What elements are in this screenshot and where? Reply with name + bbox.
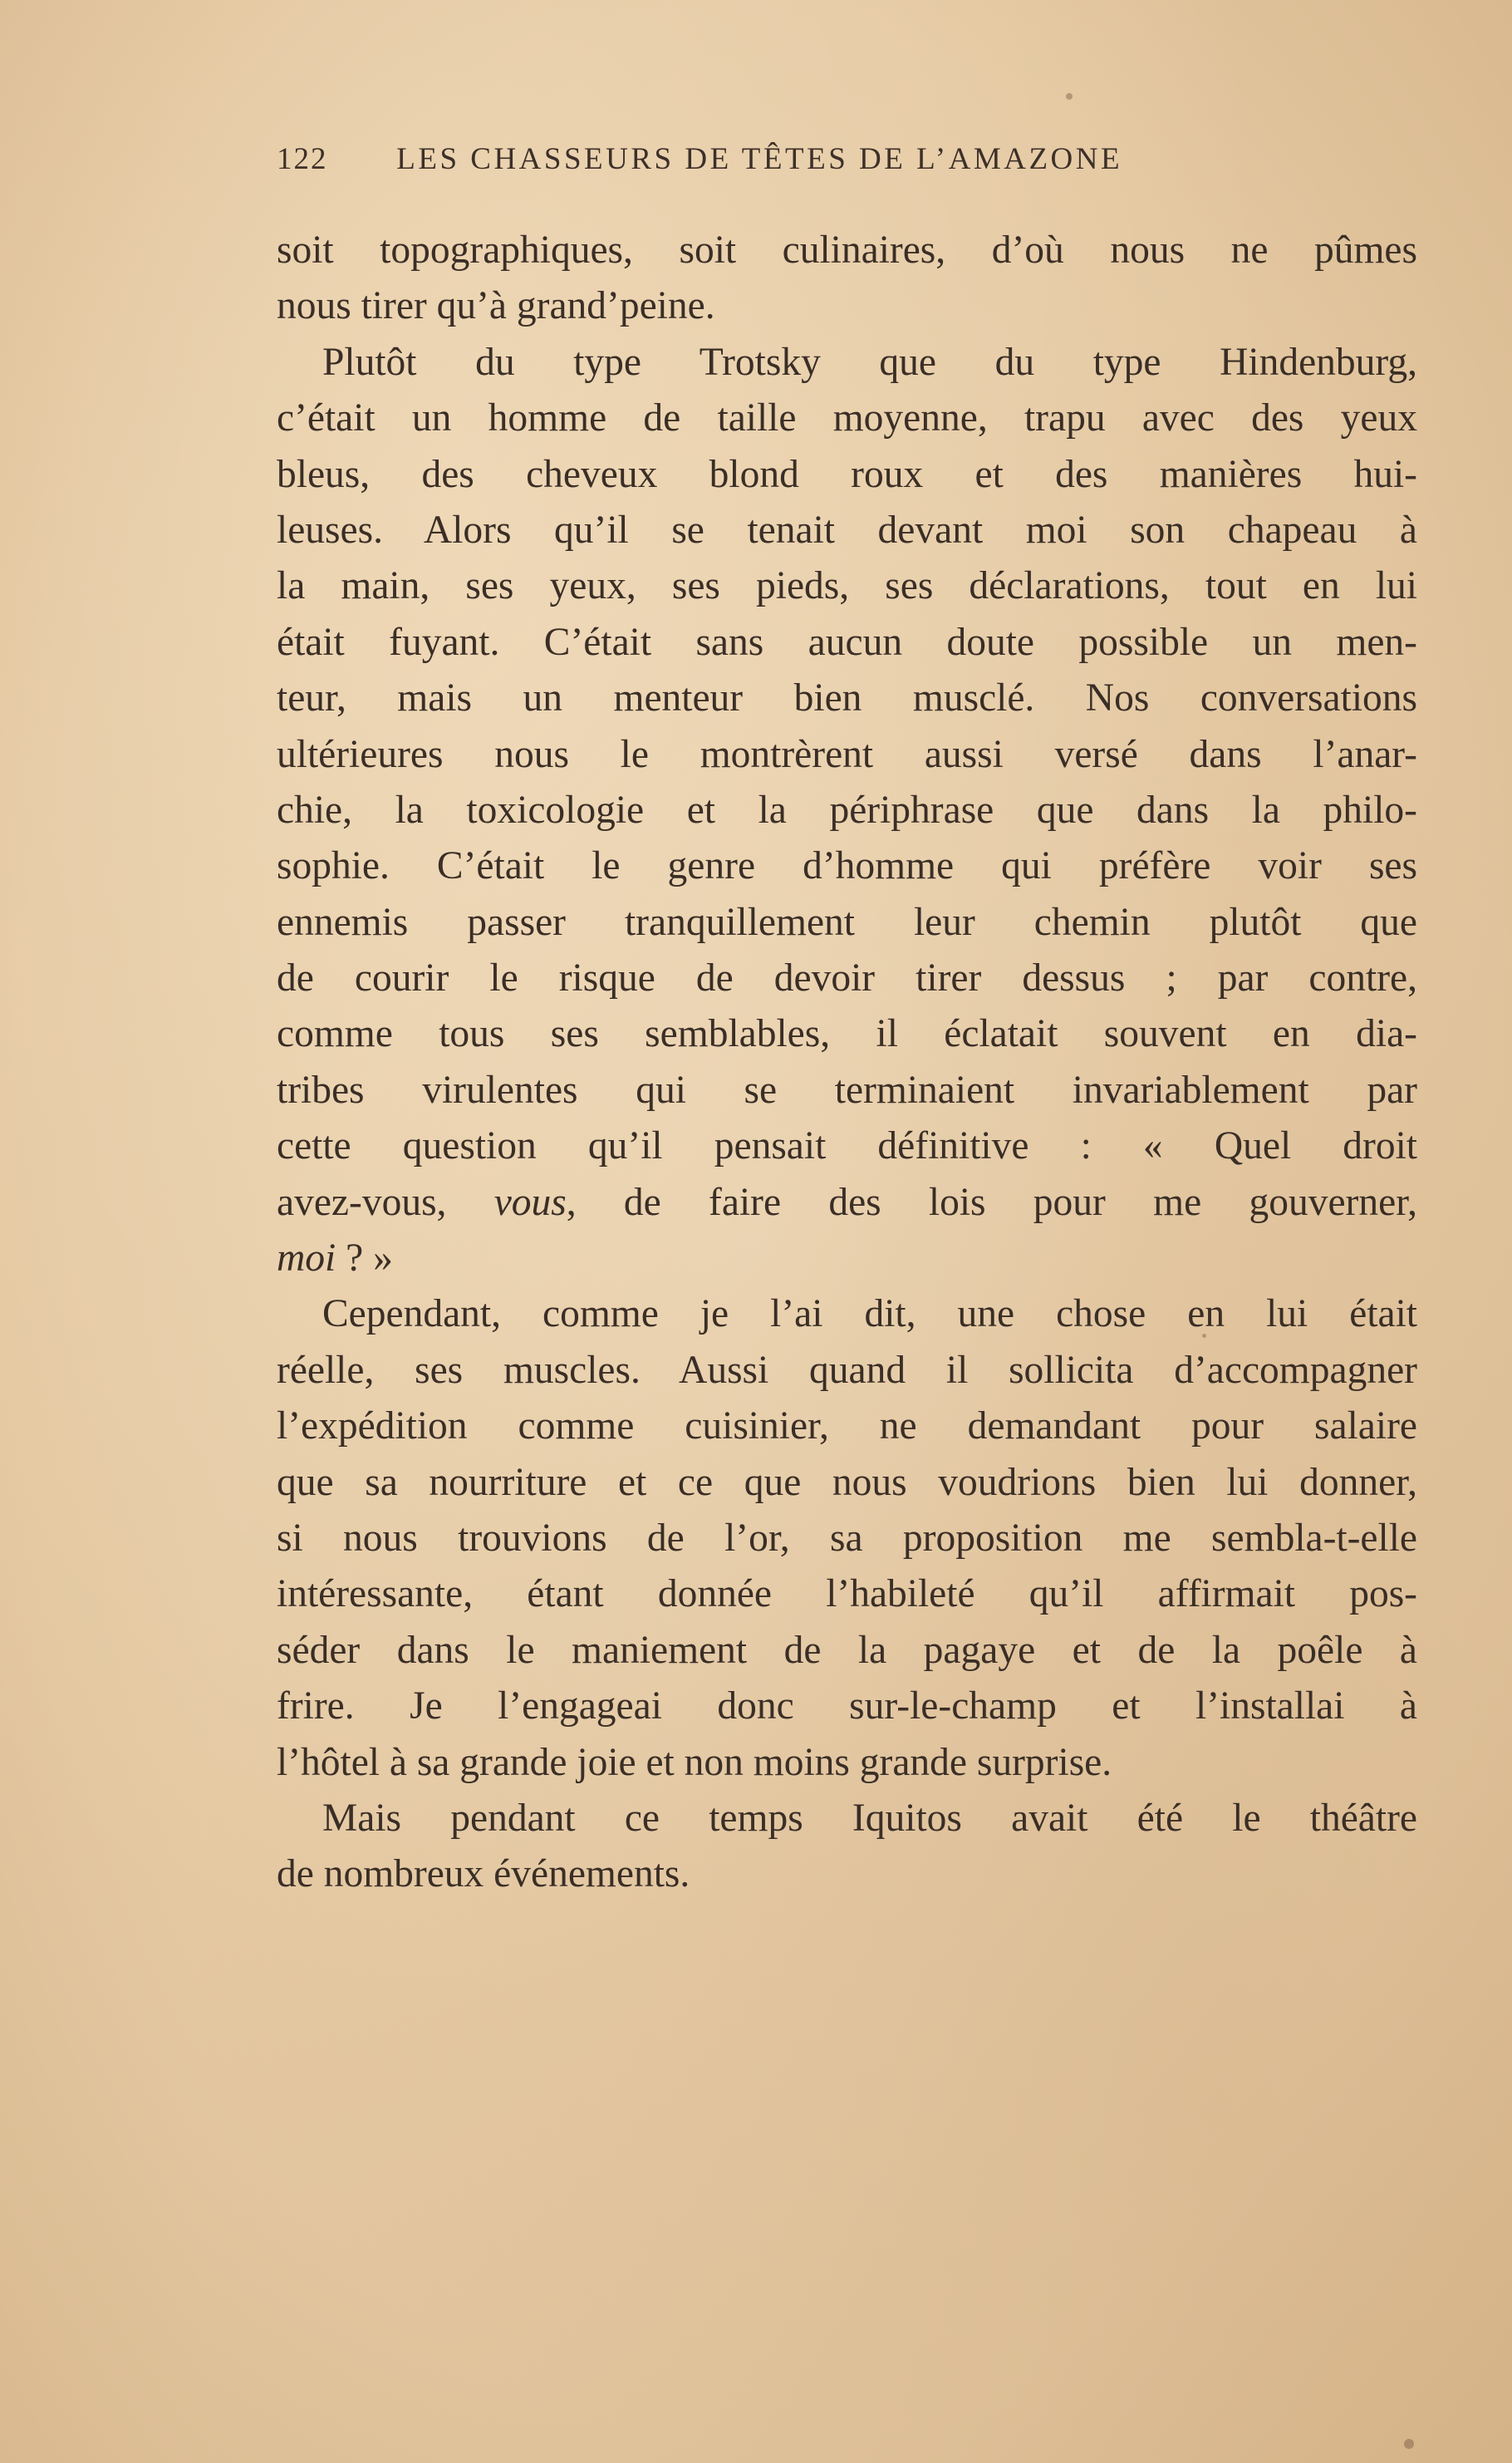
page-number: 122: [277, 142, 328, 176]
paper-speck: [1404, 2439, 1414, 2449]
text-line: était fuyant. C’était sans aucun doute possible un men-: [277, 620, 1417, 664]
text-line: Cependant, comme je l’ai dit, une chose en lui était: [322, 1292, 1417, 1336]
text-line: si nous trouvions de l’or, sa proposition me sembla-t-elle: [277, 1516, 1417, 1560]
paper-speck: [1066, 93, 1073, 100]
text-line: comme tous ses semblables, il éclatait souvent en dia-: [277, 1012, 1417, 1056]
text-line-with-italic: [277, 1231, 1417, 1286]
text-line: cette question qu’il pensait définitive : « Quel droit: [277, 1124, 1417, 1168]
text-line: de courir le risque de devoir tirer dessus ; par contre,: [277, 956, 1417, 1000]
body-text: [277, 223, 1417, 1903]
italic-word: moi: [277, 1236, 336, 1281]
text-line: sophie. C’était le genre d’homme qui préfère voir ses: [277, 844, 1417, 888]
text-line: l’expédition comme cuisinier, ne demandant pour salaire: [277, 1404, 1417, 1448]
italic-word: vous: [493, 1180, 567, 1224]
text-line: c’était un homme de taille moyenne, trapu avec des yeux: [277, 396, 1417, 440]
text-line: de nombreux événements.: [277, 1852, 690, 1896]
text-line: leuses. Alors qu’il se tenait devant moi son chapeau à: [277, 508, 1417, 552]
text-line: bleus, des cheveux blond roux et des manières hui-: [277, 452, 1417, 496]
text-line: que sa nourriture et ce que nous voudrions bien lui donner,: [277, 1460, 1417, 1504]
text-line: séder dans le maniement de la pagaye et de la poêle à: [277, 1628, 1417, 1672]
text-line: ennemis passer tranquillement leur chemin plutôt que: [277, 900, 1417, 944]
text-line: frire. Je l’engageai donc sur-le-champ et l’installai à: [277, 1684, 1417, 1728]
text-line: tribes virulentes qui se terminaient invariablement par: [277, 1068, 1417, 1112]
text-line: Mais pendant ce temps Iquitos avait été le théâtre: [322, 1796, 1417, 1840]
text-line: teur, mais un menteur bien musclé. Nos conversations: [277, 676, 1417, 720]
running-title: LES CHASSEURS DE TÊTES DE L’AMAZONE: [396, 142, 1123, 176]
text-line: réelle, ses muscles. Aussi quand il sollicita d’accompagner: [277, 1348, 1417, 1392]
text-line-with-italic: [277, 1175, 1417, 1231]
running-header: [277, 141, 1307, 191]
text-fragment: , de faire des lois pour me gouverner,: [566, 1180, 1417, 1224]
text-line: nous tirer qu’à grand’peine.: [277, 284, 715, 328]
text-line: Plutôt du type Trotsky que du type Hindenburg,: [322, 340, 1417, 384]
text-line: la main, ses yeux, ses pieds, ses déclarations, tout en lui: [277, 564, 1417, 608]
text-fragment: ? »: [336, 1236, 393, 1281]
text-line: chie, la toxicologie et la périphrase que dans la philo-: [277, 788, 1417, 832]
text-line: intéressante, étant donnée l’habileté qu’il affirmait pos-: [277, 1572, 1417, 1616]
text-line: l’hôtel à sa grande joie et non moins grande surprise.: [277, 1740, 1112, 1784]
text-line: ultérieures nous le montrèrent aussi versé dans l’anar-: [277, 732, 1417, 776]
text-line: soit topographiques, soit culinaires, d’où nous ne pûmes: [277, 229, 1417, 272]
text-fragment: avez-vous,: [277, 1180, 494, 1224]
